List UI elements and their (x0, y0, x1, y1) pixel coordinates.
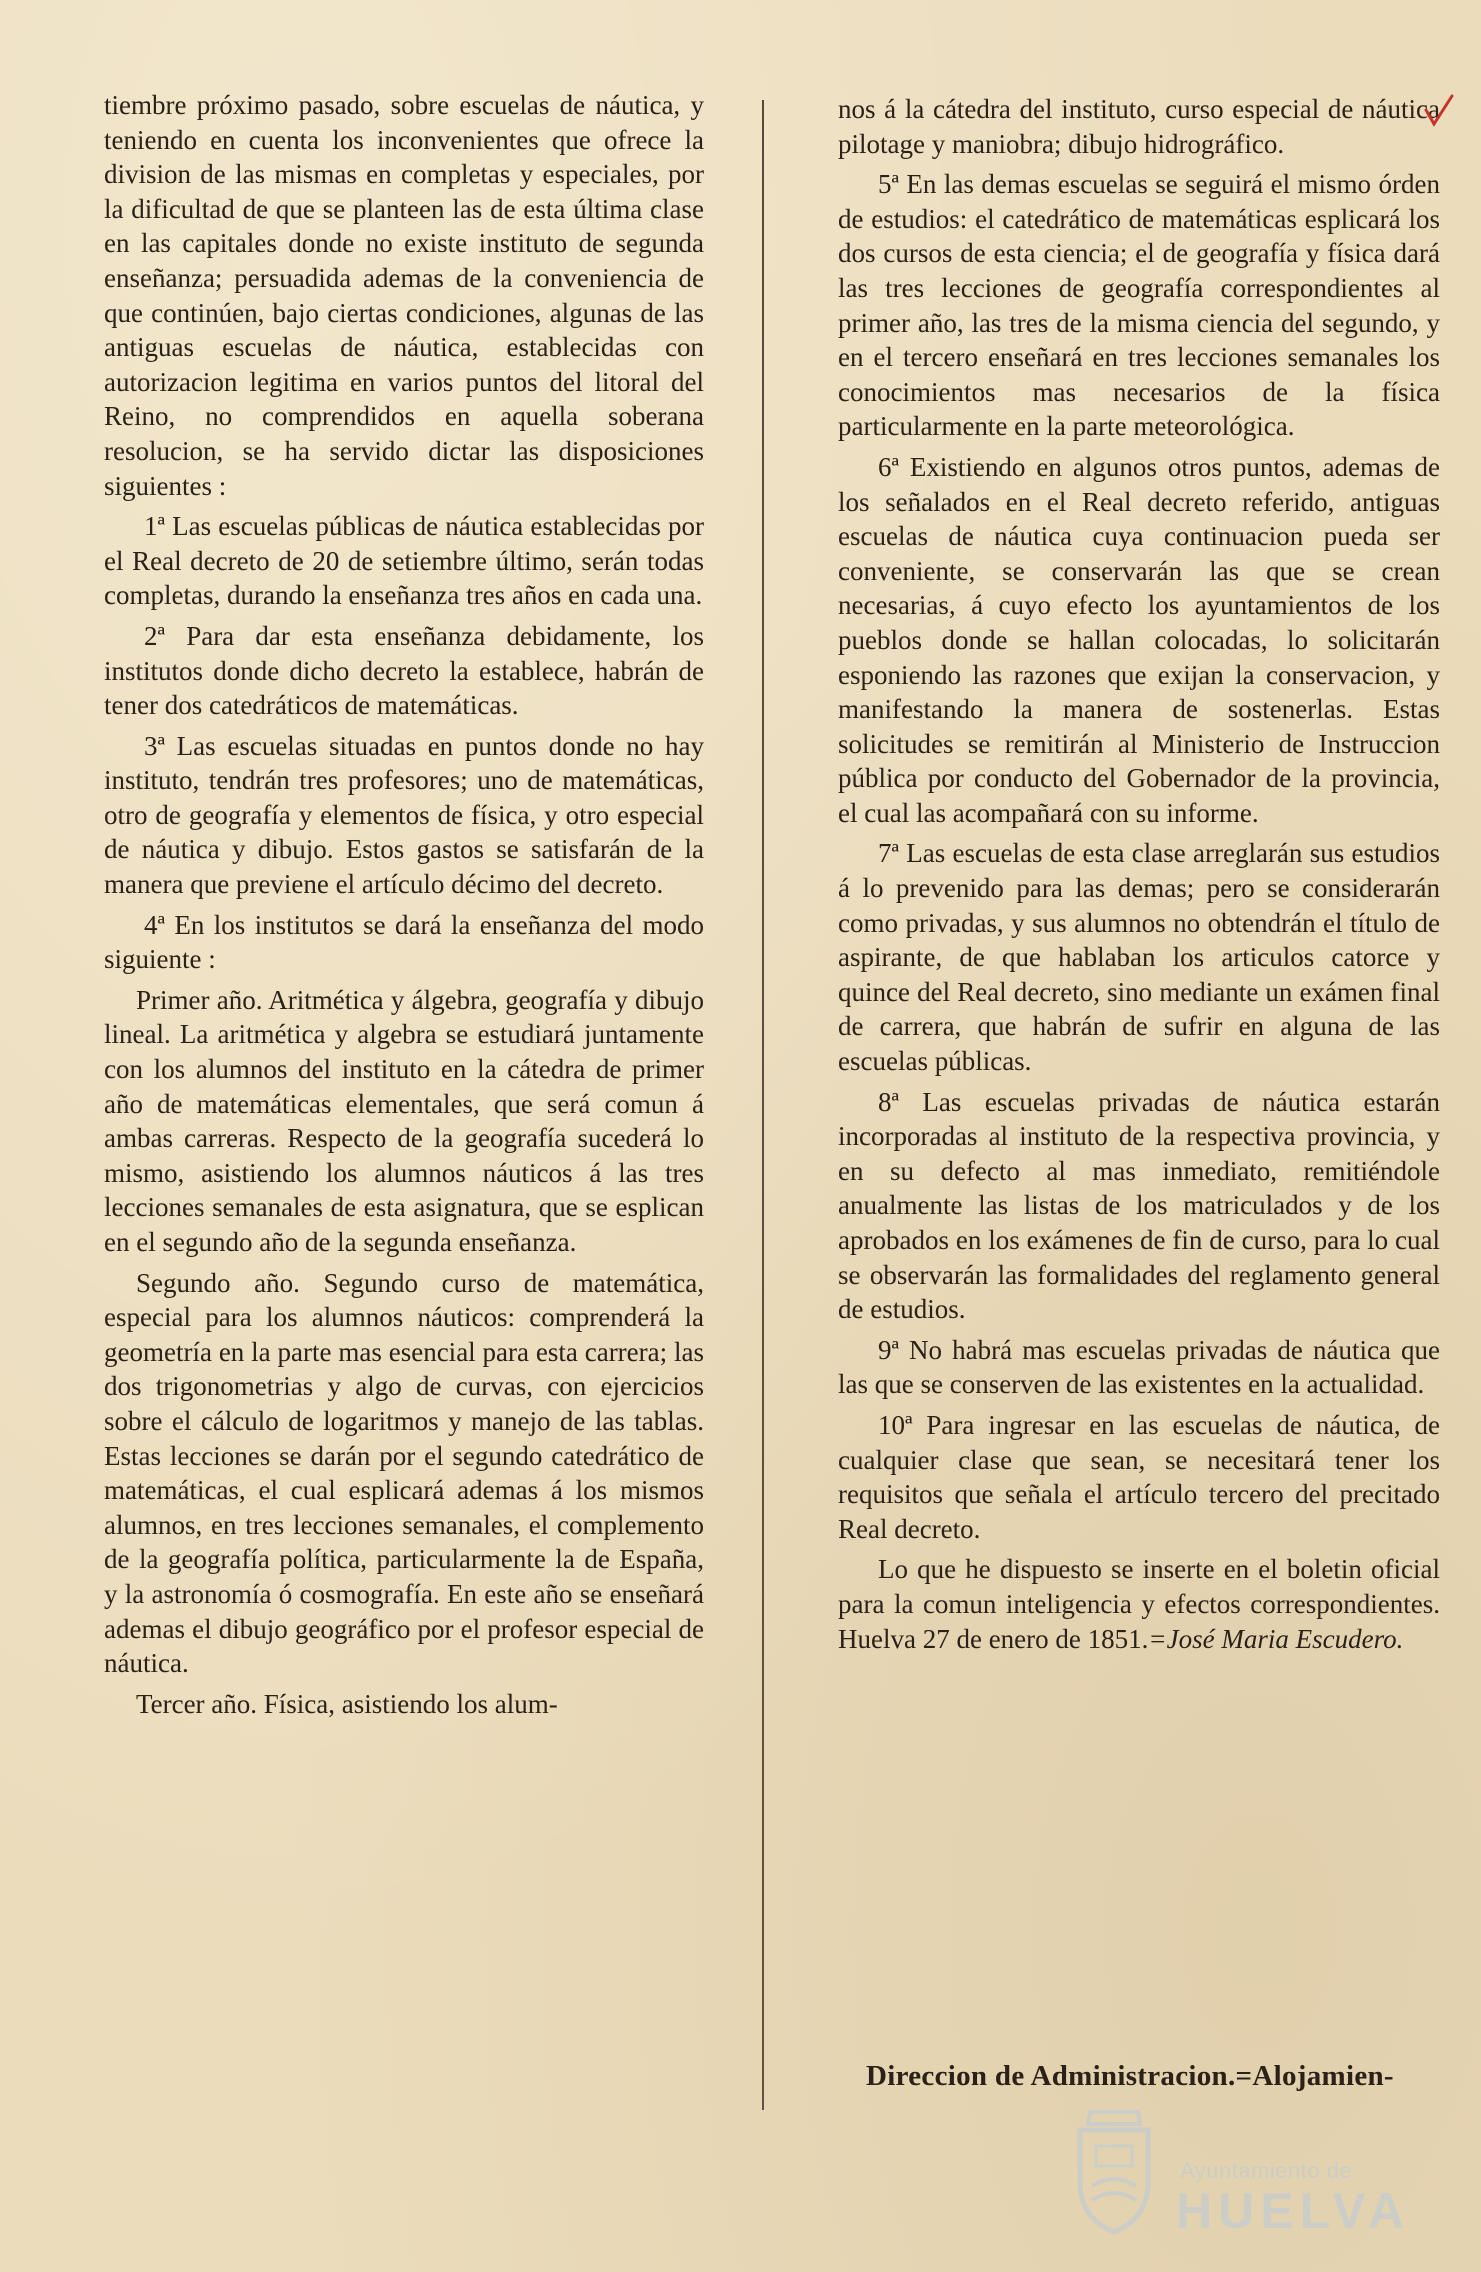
huelva-coat-of-arms-icon (1068, 2106, 1160, 2236)
paragraph-article-8: 8ª Las escuelas privadas de náutica estarán incorporadas al instituto de la respectiva provincia, y en su defecto al mas inmediato, remitiéndole anualmente las listas de los matriculados y de los aprobados en los exámenes de fin de curso, para lo cual se observarán las formalidades del reglamento general de estudios. (838, 1086, 1440, 1325)
paragraph-article-10: 10ª Para ingresar en las escuelas de náutica, de cualquier clase que sean, se necesitará tener los requisitos que señala el artículo tercero del precitado Real decreto. (838, 1409, 1440, 1544)
right-column (838, 92, 1440, 1662)
paragraph-article-3: 3ª Las escuelas situadas en puntos donde no hay instituto, tendrán tres profesores; uno de matemáticas, otro de geografía y elementos de física, y otro especial de náutica y dibujo. Estos gastos se satisfarán de la manera que previene el artículo décimo del decreto. (104, 730, 704, 900)
paragraph-third-year: Tercer año. Física, asistiendo los alum- (136, 1688, 558, 1719)
paragraph-first-year: Primer año. Aritmética y álgebra, geografía y dibujo lineal. La aritmética y algebra se estudiará juntamente con los alumnos del instituto en la cátedra de primer año de matemáticas elementales, que será comun á ambas carreras. Respecto de la geografía sucederá lo mismo, asistiendo los alumnos náuticos á las tres lecciones semanales de esta asignatura, que se esplican en el segundo año de la segunda enseñanza. (104, 984, 704, 1257)
column-divider (762, 100, 764, 2110)
paragraph-article-1: 1ª Las escuelas públicas de náutica establecidas por el Real decreto de 20 de setiembre último, serán todas completas, durando la enseñanza tres años en cada una. (104, 511, 704, 611)
paragraph-article-9: 9ª No habrá mas escuelas privadas de náutica que las que se conserven de las existentes en la actualidad. (838, 1334, 1440, 1400)
paragraph-intro: tiembre próximo pasado, sobre escuelas de náutica, y teniendo en cuenta los inconvenientes que ofrece la division de las mismas en completas y especiales, por la dificultad de que se planteen las de esta última clase en las capitales donde no existe instituto de segunda enseñanza; persuadida ademas de la conveniencia de que continúen, bajo ciertas condiciones, algunas de las antiguas escuelas de náutica, establecidas con autorizacion legitima en varios puntos del litoral del Reino, no comprendidos en aquella soberana resolucion, se ha servido dictar las disposiciones siguientes : (104, 90, 704, 501)
signature: =José Maria Escudero. (1148, 1623, 1404, 1654)
left-column (104, 88, 704, 1727)
paragraph-article-5: 5ª En las demas escuelas se seguirá el mismo órden de estudios: el catedrático de matemáticas esplicará los dos cursos de esta ciencia; el de geografía y física dará las tres lecciones de geografía correspondientes al primer año, las tres de la misma ciencia del segundo, y en el tercero enseñará en tres lecciones semanales los conocimientos mas necesarios de la física particularmente en la parte meteorológica. (838, 169, 1440, 442)
paragraph-second-year: Segundo año. Segundo curso de matemática, especial para los alumnos náuticos: comprenderá la geometría en la parte mas esencial para esta carrera; las dos trigonometrias y algo de curvas, con ejercicios sobre el cálculo de logaritmos y manejo de las tablas. Estas lecciones se darán por el segundo catedrático de matemáticas, el cual esplicará ademas á los mismos alumnos, en tres lecciones semanales, el complemento de la geografía política, particularmente la de España, y la astronomía ó cosmografía. En este año se enseñará ademas el dibujo geográfico por el profesor especial de náutica. (104, 1267, 704, 1679)
paragraph-continuation: nos á la cátedra del instituto, curso especial de náutica pilotage y maniobra; dibujo hidrográfico. (838, 94, 1440, 159)
paragraph-article-7: 7ª Las escuelas de esta clase arreglarán sus estudios á lo prevenido para las demas; pero se considerarán como privadas, y sus alumnos no obtendrán el título de aspirante, de que hablaban los articulos catorce y quince del Real decreto, sino mediante un exámen final de carrera, que habrán de sufrir en alguna de las escuelas públicas. (838, 838, 1440, 1077)
paragraph-closing (838, 1552, 1440, 1656)
watermark-line-2: HUELVA (1176, 2183, 1411, 2239)
closing-text: Lo que he dispuesto se inserte en el boletin oficial para la comun inteligencia y efectos correspondientes. Huelva 27 de enero de 1851. (838, 1554, 1440, 1654)
section-heading-footer: Direccion de Administracion.=Alojamien- (866, 2060, 1394, 2092)
red-check-mark-icon (1424, 94, 1454, 128)
watermark-line-1: Ayuntamiento de (1180, 2158, 1353, 2183)
watermark (1068, 2106, 1411, 2266)
paragraph-article-6: 6ª Existiendo en algunos otros puntos, ademas de los señalados en el Real decreto referido, antiguas escuelas de náutica cuya continuacion pueda ser conveniente, se conservarán las que se crean necesarias, á cuyo efecto los ayuntamientos de los pueblos donde se hallan colocadas, lo solicitarán esponiendo las razones que exijan la conservacion, y manifestando la manera de sostenerlas. Estas solicitudes se remitirán al Ministerio de Instruccion pública por conducto del Gobernador de la provincia, el cual las acompañará con su informe. (838, 451, 1440, 828)
paragraph-article-2: 2ª Para dar esta enseñanza debidamente, los institutos donde dicho decreto la establece, habrán de tener dos catedráticos de matemáticas. (104, 620, 704, 721)
paragraph-article-4: 4ª En los institutos se dará la enseñanza del modo siguiente : (104, 909, 704, 975)
